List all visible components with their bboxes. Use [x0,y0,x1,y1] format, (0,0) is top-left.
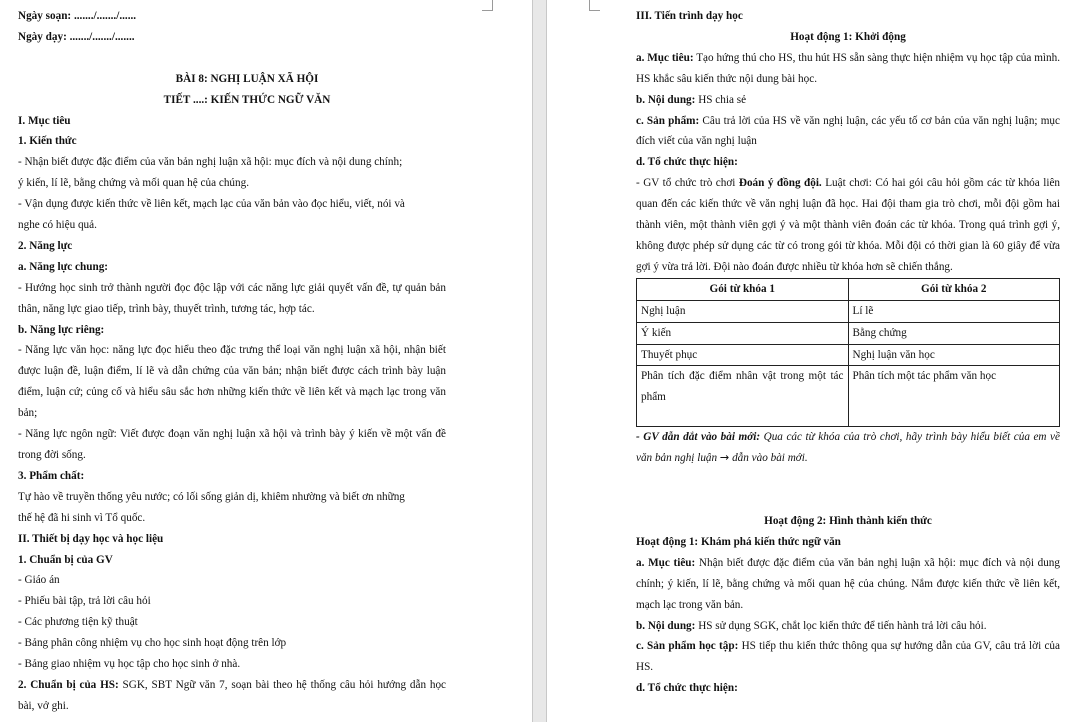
teacher-prep-item: - Các phương tiện kỹ thuật [18,616,138,629]
activity1-goal [636,48,1060,90]
knowledge-line: - Nhận biết được đặc điểm của văn bản nghị luận xã hội: mục đích và nội dung chính; [18,156,403,169]
activity1-goal-label: a. Mục tiêu: [636,51,694,64]
general-competence-text: - Hướng học sinh trở thành người đọc độc lập với các năng lực giải quyết vấn đề, tự quản bản thân, năng lực giao tiếp, trình bày, thuyết trình, tương tác, hợp tác. [18,281,446,315]
activity2-goal [636,553,1060,616]
arrow-right-icon: → [719,451,730,465]
table-cell: Phân tích một tác phẩm văn học [848,366,1060,427]
table-cell: Thuyết phục [637,344,849,366]
table-cell: Nghị luận [637,300,849,322]
activity1-org-text [636,173,1060,278]
activity1-goal-text: Tạo hứng thú cho HS, thu hút HS sẵn sàng thực hiện nhiệm vụ học tập của mình. HS khắc sâu kiến thức nội dung bài học. [636,51,1060,85]
page-margin-marker [482,0,493,11]
lesson-title: BÀI 8: NGHỊ LUẬN XÃ HỘI [175,72,319,85]
teacher-lead-in-text-end: dẫn vào bài mới. [729,452,808,465]
student-prep-paragraph [18,675,446,717]
activity2-content [636,616,1060,637]
table-row [637,300,1060,322]
heading-specific-competence: b. Năng lực riêng: [18,323,105,336]
heading-knowledge: 1. Kiến thức [18,135,77,148]
teacher-lead-in-text: Qua các từ khóa của trò chơi, hãy trình bày hiểu biết của em về văn bản nghị luận [636,431,1060,465]
activity1-product-text: Câu trả lời của HS về văn nghị luận, các yếu tố cơ bản của văn nghị luận; mục đích viết của văn nghị luận [636,114,1060,148]
teacher-prep-item: - Bảng giao nhiệm vụ học tập cho học sinh ở nhà. [18,658,241,671]
qualities-line: thế hệ đã hi sinh vì Tổ quốc. [18,511,146,524]
activity2-goal-label: a. Mục tiêu: [636,556,696,569]
activity2-content-text: HS sử dụng SGK, chắt lọc kiến thức để tiến hành trả lời câu hỏi. [695,619,987,632]
page-margin-marker [589,0,600,11]
language-competence-text: - Năng lực ngôn ngữ: Viết được đoạn văn nghị luận xã hội và trình bày ý kiến về một vấn đề trong đời sống. [18,428,446,462]
knowledge-line: ý kiến, lí lẽ, bằng chứng và mối quan hệ của chúng. [18,177,249,190]
activity2-goal-text: Nhận biết được đặc điểm của văn bản nghị luận xã hội: mục đích và nội dung chính; ý kiến, lí lẽ, bằng chứng và mối quan hệ của chúng. Nắm được kiến thức về liên kết, mạch lạc trong văn bản. [636,556,1060,611]
lesson-subtitle: TIẾT ....: KIẾN THỨC NGỮ VĂN [163,93,331,106]
literary-competence-text: - Năng lực văn học: năng lực đọc hiểu theo đặc trưng thể loại văn nghị luận xã hội, nhận biết được luận đề, luận điểm, lí lẽ và dẫn chứng của văn bản; nhận biết được cách trình bày luận điểm, luận cứ; củng cố và hiểu sâu sắc hơn những kiến thức về liên kết và mạch lạc trong văn bản; [18,344,446,420]
student-prep-label: 2. Chuẩn bị của HS: [18,678,119,691]
activity1-org-post: Luật chơi: Có hai gói câu hỏi gồm các từ khóa liên quan đến các kiến thức về văn nghị luận đã học. Hai đội tham gia trò chơi, mỗi đội gồm hai thành viên, một thành viên gợi ý và một thành viên đoán các từ khóa. Trong quá trình gợi ý, không được phép sử dụng các từ có trong gói từ khóa. Mỗi đội có thời gian là 60 giây để vừa gợi ý vừa trả lời. Đội nào đoán được nhiều từ khóa hơn sẽ chiến thắng. [636,177,1060,273]
table-row [637,344,1060,366]
heading-teacher-prep: 1. Chuẩn bị của GV [18,553,113,566]
keyword-table [636,278,1060,428]
teacher-lead-in [636,427,1060,469]
activity2-product [636,636,1060,678]
table-cell: Nghị luận văn học [848,344,1060,366]
table-row [637,322,1060,344]
activity1-org-pre: - GV tổ chức trò chơi [636,177,739,190]
activity1-org-label: d. Tổ chức thực hiện: [636,156,738,169]
teacher-prep-item: - Bảng phân công nhiệm vụ cho học sinh hoạt động trên lớp [18,637,287,650]
activity1-product [636,111,1060,153]
activity1-title: Hoạt động 1: Khởi động [790,30,906,43]
activity1-product-label: c. Sản phẩm: [636,114,700,127]
activity2-subtitle: Hoạt động 1: Khám phá kiến thức ngữ văn [636,535,841,548]
table-cell: Ý kiến [637,322,849,344]
activity1-content-text: HS chia sẻ [695,93,747,106]
date-prepare: Ngày soạn: ......./......./...... [18,10,137,22]
student-prep-text: SGK, SBT Ngữ văn 7, soạn bài theo hệ thống câu hỏi hướng dẫn học bài, vở ghi. [18,678,446,712]
teacher-prep-item: - Giáo án [18,574,60,587]
keyword-table-header-cell: Gói từ khóa 1 [637,278,849,300]
activity1-content-label: b. Nội dung: [636,93,696,106]
section-objectives: I. Mục tiêu [18,114,71,127]
table-cell: Bằng chứng [848,322,1060,344]
heading-qualities: 3. Phẩm chất: [18,469,85,482]
activity2-org-label: d. Tổ chức thực hiện: [636,682,738,695]
date-teach: Ngày dạy: ......./......./....... [18,30,135,43]
qualities-line: Tự hào về truyền thống yêu nước; có lối sống giản dị, khiêm nhường và biết ơn những [18,490,405,503]
table-cell: Lí lẽ [848,300,1060,322]
activity2-product-text: HS tiếp thu kiến thức thông qua sự hướng dẫn của GV, câu trả lời của HS. [636,640,1060,674]
teacher-lead-in-label: - GV dẫn dắt vào bài mới: [636,431,761,444]
table-cell: Phân tích đặc điểm nhân vật trong một tác phẩm [637,366,849,427]
activity1-content [636,90,1060,111]
game-name: Đoán ý đồng đội. [738,177,822,190]
teacher-prep-item: - Phiếu bài tập, trả lời câu hỏi [18,595,151,608]
document-page-left [0,0,533,722]
page-left-content [18,6,446,717]
page-right-content [636,6,1060,699]
knowledge-line: nghe có hiệu quả. [18,219,97,232]
section-equipment: II. Thiết bị dạy học và học liệu [18,532,164,545]
keyword-table-header [637,278,1060,300]
keyword-table-header-cell: Gói từ khóa 2 [848,278,1060,300]
section-process: III. Tiến trình dạy học [636,10,743,22]
table-row [637,366,1060,427]
activity2-content-label: b. Nội dung: [636,619,696,632]
document-page-right [546,0,1078,722]
activity2-title: Hoạt động 2: Hình thành kiến thức [764,515,932,527]
heading-general-competence: a. Năng lực chung: [18,260,109,273]
heading-competence: 2. Năng lực [18,239,73,252]
knowledge-line: - Vận dụng được kiến thức về liên kết, mạch lạc của văn bản vào đọc hiểu, viết, nói và [18,198,405,211]
activity2-product-label: c. Sản phẩm học tập: [636,640,739,653]
